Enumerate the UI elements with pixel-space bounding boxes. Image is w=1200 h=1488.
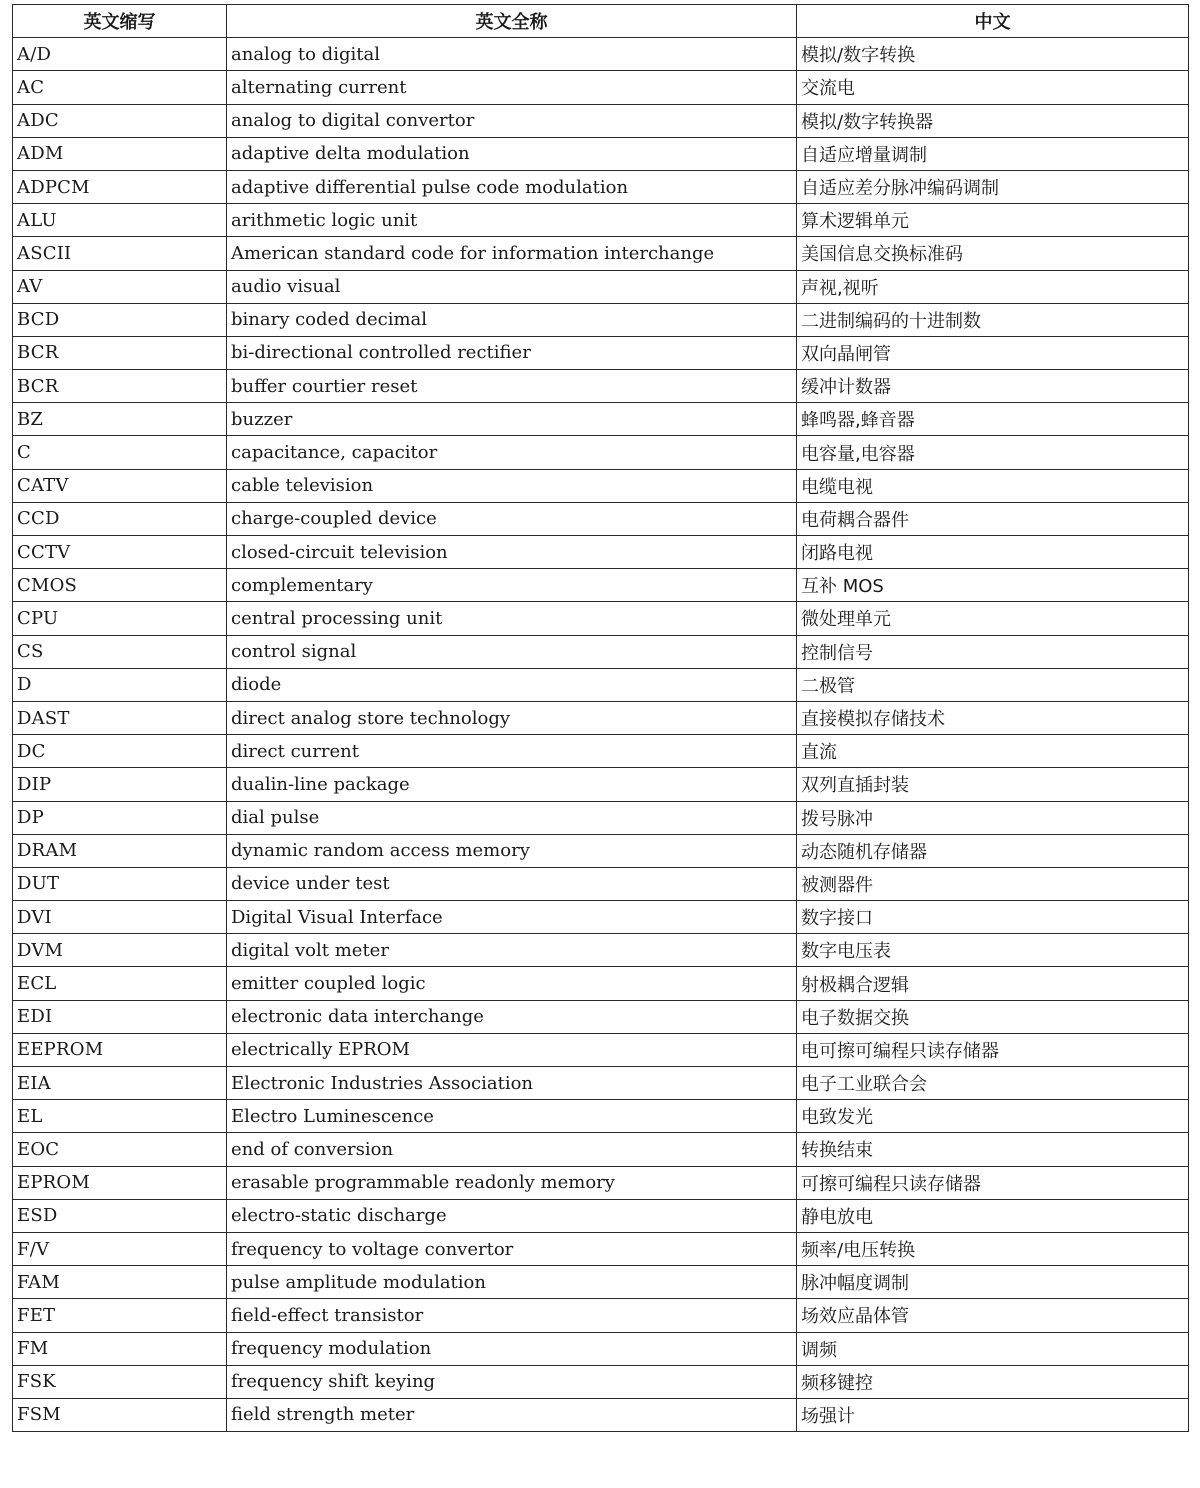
abbreviation-cell: ASCII — [13, 237, 227, 270]
table-row — [13, 204, 1189, 237]
full-name-cell: analog to digital — [227, 38, 797, 71]
full-name-cell: bi-directional controlled rectifier — [227, 336, 797, 369]
full-name-cell: binary coded decimal — [227, 303, 797, 336]
chinese-cell: 模拟/数字转换 — [797, 38, 1189, 71]
abbreviation-cell: EIA — [13, 1067, 227, 1100]
full-name-cell: electrically EPROM — [227, 1033, 797, 1066]
chinese-cell: 动态随机存储器 — [797, 834, 1189, 867]
full-name-cell: electronic data interchange — [227, 1000, 797, 1033]
chinese-cell: 转换结束 — [797, 1133, 1189, 1166]
chinese-cell: 双列直插封装 — [797, 768, 1189, 801]
chinese-cell: 闭路电视 — [797, 536, 1189, 569]
full-name-cell: Digital Visual Interface — [227, 901, 797, 934]
abbreviation-cell: FAM — [13, 1266, 227, 1299]
table-row — [13, 1365, 1189, 1398]
abbreviation-cell: EDI — [13, 1000, 227, 1033]
table-row — [13, 303, 1189, 336]
chinese-cell: 拨号脉冲 — [797, 801, 1189, 834]
abbreviation-cell: EPROM — [13, 1166, 227, 1199]
full-name-cell: cable television — [227, 469, 797, 502]
abbreviation-cell: CCTV — [13, 536, 227, 569]
table-row — [13, 237, 1189, 270]
table-row — [13, 270, 1189, 303]
chinese-cell: 电可擦可编程只读存储器 — [797, 1033, 1189, 1066]
chinese-cell: 直接模拟存储技术 — [797, 701, 1189, 734]
full-name-cell: erasable programmable readonly memory — [227, 1166, 797, 1199]
table-row — [13, 403, 1189, 436]
table-row — [13, 370, 1189, 403]
full-name-cell: frequency modulation — [227, 1332, 797, 1365]
chinese-cell: 自适应差分脉冲编码调制 — [797, 170, 1189, 203]
chinese-cell: 美国信息交换标准码 — [797, 237, 1189, 270]
table-row — [13, 967, 1189, 1000]
abbreviation-cell: DRAM — [13, 834, 227, 867]
table-row — [13, 934, 1189, 967]
table-row — [13, 1266, 1189, 1299]
table-row — [13, 1199, 1189, 1232]
abbreviation-cell: DVI — [13, 901, 227, 934]
abbreviation-cell: AC — [13, 71, 227, 104]
abbreviation-cell: DVM — [13, 934, 227, 967]
full-name-cell: device under test — [227, 867, 797, 900]
full-name-cell: arithmetic logic unit — [227, 204, 797, 237]
table-row — [13, 735, 1189, 768]
abbreviation-cell: FSK — [13, 1365, 227, 1398]
chinese-cell: 微处理单元 — [797, 602, 1189, 635]
glossary-sheet — [12, 4, 1188, 1432]
full-name-cell: direct current — [227, 735, 797, 768]
table-row — [13, 1166, 1189, 1199]
table-row — [13, 71, 1189, 104]
full-name-cell: audio visual — [227, 270, 797, 303]
full-name-cell: American standard code for information interchange — [227, 237, 797, 270]
table-row — [13, 569, 1189, 602]
abbreviation-cell: CMOS — [13, 569, 227, 602]
full-name-cell: frequency to voltage convertor — [227, 1232, 797, 1265]
chinese-cell: 二极管 — [797, 668, 1189, 701]
header-abbreviation: 英文缩写 — [13, 5, 227, 38]
full-name-cell: dynamic random access memory — [227, 834, 797, 867]
abbreviation-cell: FM — [13, 1332, 227, 1365]
full-name-cell: capacitance, capacitor — [227, 436, 797, 469]
chinese-cell: 电致发光 — [797, 1100, 1189, 1133]
full-name-cell: closed-circuit television — [227, 536, 797, 569]
table-row — [13, 1100, 1189, 1133]
table-row — [13, 436, 1189, 469]
abbreviation-cell: F/V — [13, 1232, 227, 1265]
full-name-cell: dualin-line package — [227, 768, 797, 801]
table-row — [13, 901, 1189, 934]
table-row — [13, 602, 1189, 635]
header-chinese: 中文 — [797, 5, 1189, 38]
chinese-cell: 直流 — [797, 735, 1189, 768]
full-name-cell: field strength meter — [227, 1398, 797, 1431]
abbreviation-cell: DIP — [13, 768, 227, 801]
abbreviation-cell: FSM — [13, 1398, 227, 1431]
table-row — [13, 801, 1189, 834]
header-full-name: 英文全称 — [227, 5, 797, 38]
abbreviation-cell: CS — [13, 635, 227, 668]
table-row — [13, 701, 1189, 734]
full-name-cell: complementary — [227, 569, 797, 602]
chinese-cell: 交流电 — [797, 71, 1189, 104]
table-row — [13, 137, 1189, 170]
chinese-cell: 二进制编码的十进制数 — [797, 303, 1189, 336]
abbreviation-cell: BZ — [13, 403, 227, 436]
chinese-cell: 电子数据交换 — [797, 1000, 1189, 1033]
table-row — [13, 1033, 1189, 1066]
full-name-cell: digital volt meter — [227, 934, 797, 967]
table-row — [13, 1232, 1189, 1265]
abbreviation-cell: EL — [13, 1100, 227, 1133]
full-name-cell: adaptive differential pulse code modulation — [227, 170, 797, 203]
abbreviation-cell: DUT — [13, 867, 227, 900]
abbreviation-cell: BCR — [13, 370, 227, 403]
chinese-cell: 场效应晶体管 — [797, 1299, 1189, 1332]
chinese-cell: 静电放电 — [797, 1199, 1189, 1232]
chinese-cell: 射极耦合逻辑 — [797, 967, 1189, 1000]
full-name-cell: Electro Luminescence — [227, 1100, 797, 1133]
abbreviation-cell: CATV — [13, 469, 227, 502]
full-name-cell: central processing unit — [227, 602, 797, 635]
full-name-cell: buzzer — [227, 403, 797, 436]
full-name-cell: Electronic Industries Association — [227, 1067, 797, 1100]
chinese-cell: 可擦可编程只读存储器 — [797, 1166, 1189, 1199]
abbreviation-cell: C — [13, 436, 227, 469]
chinese-cell: 频率/电压转换 — [797, 1232, 1189, 1265]
abbreviation-table — [12, 4, 1189, 1432]
table-row — [13, 1133, 1189, 1166]
full-name-cell: frequency shift keying — [227, 1365, 797, 1398]
full-name-cell: electro-static discharge — [227, 1199, 797, 1232]
table-row — [13, 38, 1189, 71]
chinese-cell: 调频 — [797, 1332, 1189, 1365]
abbreviation-cell: ADC — [13, 104, 227, 137]
chinese-cell: 算术逻辑单元 — [797, 204, 1189, 237]
chinese-cell: 声视,视听 — [797, 270, 1189, 303]
chinese-cell: 数字电压表 — [797, 934, 1189, 967]
abbreviation-cell: ECL — [13, 967, 227, 1000]
chinese-cell: 电容量,电容器 — [797, 436, 1189, 469]
chinese-cell: 频移键控 — [797, 1365, 1189, 1398]
chinese-cell: 自适应增量调制 — [797, 137, 1189, 170]
table-row — [13, 1000, 1189, 1033]
table-row — [13, 336, 1189, 369]
chinese-cell: 电缆电视 — [797, 469, 1189, 502]
chinese-cell: 被测器件 — [797, 867, 1189, 900]
abbreviation-cell: AV — [13, 270, 227, 303]
abbreviation-cell: FET — [13, 1299, 227, 1332]
full-name-cell: analog to digital convertor — [227, 104, 797, 137]
abbreviation-cell: DP — [13, 801, 227, 834]
abbreviation-cell: DAST — [13, 701, 227, 734]
abbreviation-cell: ADM — [13, 137, 227, 170]
table-row — [13, 170, 1189, 203]
chinese-cell: 模拟/数字转换器 — [797, 104, 1189, 137]
abbreviation-cell: A/D — [13, 38, 227, 71]
abbreviation-cell: ESD — [13, 1199, 227, 1232]
full-name-cell: end of conversion — [227, 1133, 797, 1166]
abbreviation-cell: D — [13, 668, 227, 701]
chinese-cell: 蜂鸣器,蜂音器 — [797, 403, 1189, 436]
full-name-cell: field-effect transistor — [227, 1299, 797, 1332]
table-row — [13, 867, 1189, 900]
full-name-cell: alternating current — [227, 71, 797, 104]
full-name-cell: diode — [227, 668, 797, 701]
full-name-cell: buffer courtier reset — [227, 370, 797, 403]
table-row — [13, 834, 1189, 867]
chinese-cell: 双向晶闸管 — [797, 336, 1189, 369]
table-row — [13, 104, 1189, 137]
table-row — [13, 536, 1189, 569]
header-row — [13, 5, 1189, 38]
abbreviation-cell: CCD — [13, 502, 227, 535]
abbreviation-cell: ADPCM — [13, 170, 227, 203]
chinese-cell: 缓冲计数器 — [797, 370, 1189, 403]
abbreviation-cell: CPU — [13, 602, 227, 635]
chinese-cell: 数字接口 — [797, 901, 1189, 934]
table-row — [13, 1299, 1189, 1332]
table-row — [13, 635, 1189, 668]
full-name-cell: dial pulse — [227, 801, 797, 834]
full-name-cell: control signal — [227, 635, 797, 668]
abbreviation-cell: BCR — [13, 336, 227, 369]
full-name-cell: direct analog store technology — [227, 701, 797, 734]
chinese-cell: 电子工业联合会 — [797, 1067, 1189, 1100]
abbreviation-cell: EOC — [13, 1133, 227, 1166]
abbreviation-cell: DC — [13, 735, 227, 768]
table-row — [13, 502, 1189, 535]
abbreviation-cell: BCD — [13, 303, 227, 336]
table-row — [13, 1067, 1189, 1100]
table-row — [13, 469, 1189, 502]
chinese-cell: 互补 MOS — [797, 569, 1189, 602]
table-row — [13, 768, 1189, 801]
full-name-cell: charge-coupled device — [227, 502, 797, 535]
chinese-cell: 脉冲幅度调制 — [797, 1266, 1189, 1299]
table-row — [13, 1398, 1189, 1431]
table-row — [13, 1332, 1189, 1365]
chinese-cell: 场强计 — [797, 1398, 1189, 1431]
abbreviation-cell: EEPROM — [13, 1033, 227, 1066]
full-name-cell: emitter coupled logic — [227, 967, 797, 1000]
full-name-cell: pulse amplitude modulation — [227, 1266, 797, 1299]
abbreviation-cell: ALU — [13, 204, 227, 237]
full-name-cell: adaptive delta modulation — [227, 137, 797, 170]
chinese-cell: 控制信号 — [797, 635, 1189, 668]
chinese-cell: 电荷耦合器件 — [797, 502, 1189, 535]
table-row — [13, 668, 1189, 701]
